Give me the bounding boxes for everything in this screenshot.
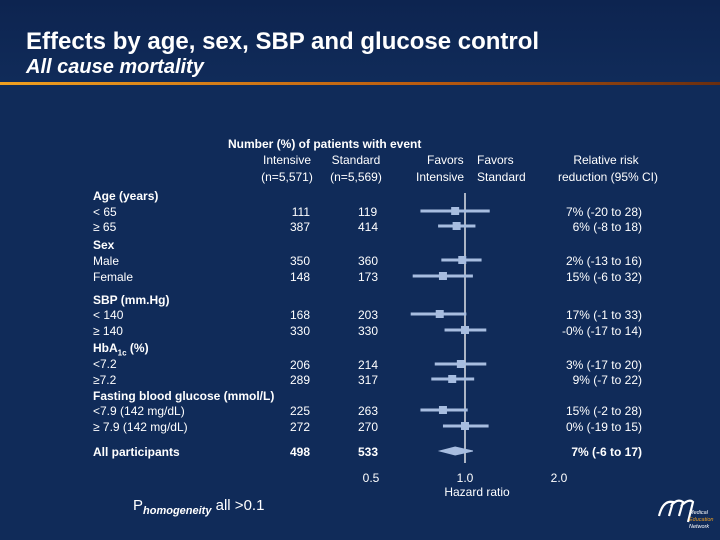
rrr-value: 7% (-20 to 28) bbox=[565, 205, 642, 219]
standard-count: 119 bbox=[358, 205, 378, 219]
rrr-value: 9% (-7 to 22) bbox=[572, 373, 642, 387]
header-favors-standard-1: Favors bbox=[477, 153, 514, 167]
header-intensive-n: (n=5,571) bbox=[261, 170, 313, 184]
rrr-value: -0% (-17 to 14) bbox=[561, 324, 642, 338]
group-label-age: Age (years) bbox=[93, 189, 159, 203]
logo-word-3: Network bbox=[689, 524, 710, 530]
rrr-value: 0% (-19 to 15) bbox=[565, 420, 642, 434]
row-label-male: Male bbox=[93, 254, 120, 268]
footnote-homogeneity: homogeneity bbox=[143, 505, 212, 517]
rrr-value: 15% (-6 to 32) bbox=[565, 270, 642, 284]
intensive-count: 272 bbox=[289, 420, 310, 434]
standard-count: 360 bbox=[358, 254, 379, 268]
hba1c-unit: (%) bbox=[126, 341, 149, 355]
rrr-value: 7% (-6 to 17) bbox=[571, 445, 642, 459]
standard-count: 317 bbox=[358, 373, 379, 387]
rrr-value: 3% (-17 to 20) bbox=[565, 358, 642, 372]
standard-count: 330 bbox=[358, 324, 379, 338]
standard-count: 270 bbox=[358, 420, 379, 434]
hazard-ratio-marker bbox=[439, 406, 447, 414]
row-label-fbg-lt79: <7.9 (142 mg/dL) bbox=[93, 404, 185, 418]
logo-mark bbox=[659, 501, 693, 522]
row-label-hba1c-lt72: <7.2 bbox=[93, 357, 117, 371]
footnote-p: P bbox=[133, 497, 144, 514]
rrr-value: 17% (-1 to 33) bbox=[565, 308, 642, 322]
hazard-ratio-marker bbox=[453, 222, 461, 230]
hazard-ratio-marker bbox=[439, 272, 447, 280]
page-title: Effects by age, sex, SBP and glucose control bbox=[26, 28, 540, 55]
header-number-label: Number (%) of patients with event bbox=[228, 137, 422, 151]
x-tick-label: 2.0 bbox=[550, 471, 568, 485]
header-favors-standard-2: Standard bbox=[477, 170, 526, 184]
footnote-value: all >0.1 bbox=[211, 497, 265, 514]
hazard-ratio-marker bbox=[436, 310, 444, 318]
group-label-sbp: SBP (mm.Hg) bbox=[93, 293, 170, 307]
row-label-all-participants: All participants bbox=[93, 445, 180, 459]
row-label-age-lt65: < 65 bbox=[93, 205, 117, 219]
hazard-ratio-marker bbox=[451, 207, 459, 215]
intensive-count: 225 bbox=[289, 404, 310, 418]
hazard-ratio-marker bbox=[461, 326, 469, 334]
intensive-count: 148 bbox=[289, 270, 310, 284]
x-axis-label: Hazard ratio bbox=[444, 485, 510, 499]
summary-diamond bbox=[440, 447, 473, 455]
intensive-count: 350 bbox=[289, 254, 310, 268]
row-label-sbp-lt140: < 140 bbox=[93, 308, 124, 322]
intensive-count: 498 bbox=[289, 445, 310, 459]
header-favors-intensive-2: Intensive bbox=[416, 170, 465, 184]
standard-count: 214 bbox=[358, 358, 379, 372]
hba1c-text: HbA bbox=[93, 341, 118, 355]
intensive-count: 289 bbox=[289, 373, 310, 387]
x-tick-label: 0.5 bbox=[362, 471, 380, 485]
hazard-ratio-marker bbox=[461, 422, 469, 430]
intensive-count: 168 bbox=[289, 308, 310, 322]
intensive-count: 330 bbox=[289, 324, 310, 338]
standard-count: 203 bbox=[358, 308, 379, 322]
group-label-fbg: Fasting blood glucose (mmol/L) bbox=[93, 389, 275, 403]
hazard-ratio-marker bbox=[458, 256, 466, 264]
hazard-ratio-marker bbox=[457, 360, 465, 368]
header-standard-n: (n=5,569) bbox=[330, 170, 382, 184]
x-tick-label: 1.0 bbox=[456, 471, 474, 485]
logo-word-2: Education bbox=[689, 517, 714, 523]
standard-count: 414 bbox=[358, 220, 379, 234]
row-label-fbg-ge79: ≥ 7.9 (142 mg/dL) bbox=[93, 420, 188, 434]
standard-count: 173 bbox=[358, 270, 379, 284]
standard-count: 533 bbox=[358, 445, 379, 459]
row-label-hba1c-ge72: ≥7.2 bbox=[93, 373, 117, 387]
logo-word-1: Medical bbox=[689, 510, 708, 516]
header-favors-intensive-1: Favors bbox=[427, 153, 464, 167]
header-rrr: Relative risk bbox=[573, 153, 639, 167]
group-label-sex: Sex bbox=[93, 238, 115, 252]
intensive-count: 111 bbox=[291, 205, 310, 219]
intensive-count: 387 bbox=[289, 220, 310, 234]
header-rrr-ci: reduction (95% CI) bbox=[557, 170, 659, 184]
footnote bbox=[133, 497, 264, 520]
hazard-ratio-marker bbox=[448, 375, 456, 383]
row-label-female: Female bbox=[93, 270, 134, 284]
hba1c-subscript: 1c bbox=[117, 348, 127, 358]
row-label-age-ge65: ≥ 65 bbox=[93, 220, 117, 234]
rrr-value: 6% (-8 to 18) bbox=[572, 220, 642, 234]
rrr-value: 15% (-2 to 28) bbox=[565, 404, 642, 418]
page-subtitle: All cause mortality bbox=[26, 56, 204, 78]
header-intensive: Intensive bbox=[262, 153, 312, 167]
intensive-count: 206 bbox=[289, 358, 310, 372]
row-label-sbp-ge140: ≥ 140 bbox=[93, 324, 123, 338]
header-standard: Standard bbox=[331, 153, 381, 167]
rrr-value: 2% (-13 to 16) bbox=[565, 254, 642, 268]
standard-count: 263 bbox=[358, 404, 379, 418]
medical-education-network-logo bbox=[655, 494, 715, 534]
